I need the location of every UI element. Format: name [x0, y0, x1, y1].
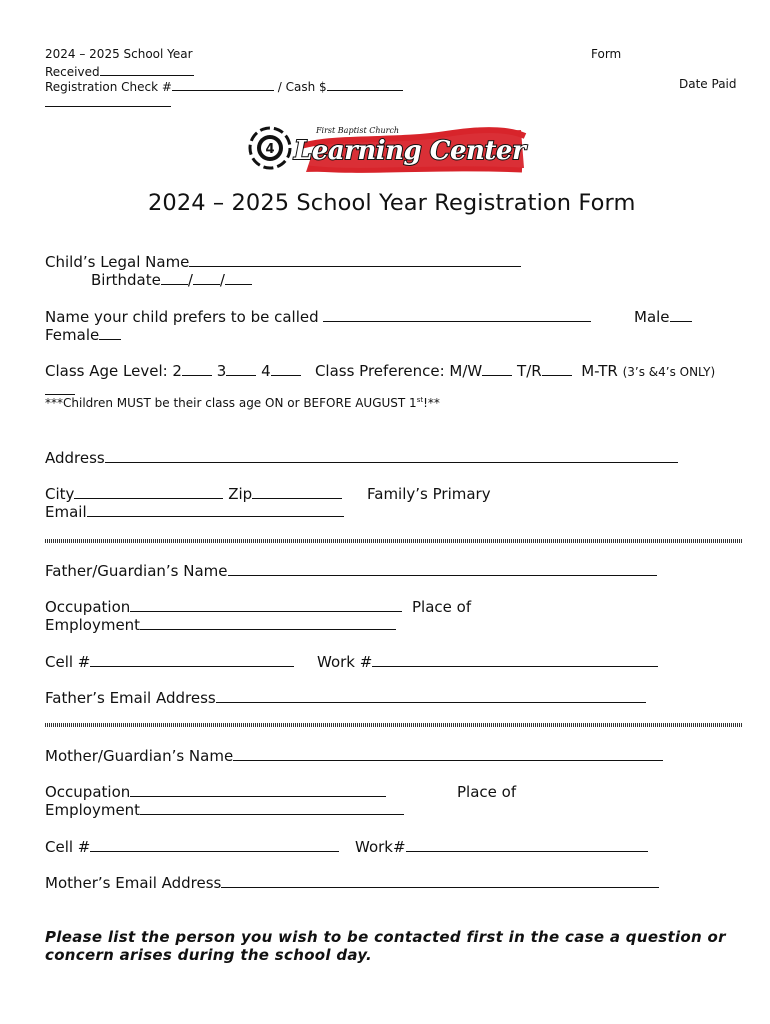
father-employment-label: Employment [45, 616, 141, 634]
family-email-field[interactable] [87, 503, 344, 517]
preferred-name-field[interactable] [323, 308, 591, 322]
check-label: Registration Check # [45, 80, 172, 94]
father-work-row [317, 653, 658, 671]
birthdate-month-field[interactable] [161, 271, 188, 285]
father-work-label: Work # [317, 653, 373, 671]
mother-work-label: Work# [355, 838, 406, 856]
mother-employment-row [45, 801, 404, 819]
office-form-label: Form [591, 47, 622, 61]
father-name-field[interactable] [228, 562, 657, 576]
office-school-year: 2024 – 2025 School Year [45, 47, 193, 61]
logo-church-name: First Baptist Church [316, 126, 400, 135]
age-3-label: 3 [216, 362, 227, 380]
contact-note-line2: concern arises during the school day. [45, 946, 373, 964]
class-pref-label: Class Preference: M/W [314, 362, 483, 380]
father-email-label: Father’s Email Address [45, 689, 216, 707]
mother-email-row [45, 874, 659, 892]
mother-occupation-field[interactable] [130, 783, 386, 797]
father-work-field[interactable] [372, 653, 658, 667]
age-4-field[interactable] [271, 362, 301, 376]
birthdate-label: Birthdate [91, 271, 161, 289]
father-place-of-label: Place of [412, 598, 472, 616]
birthdate-year-field[interactable] [225, 271, 252, 285]
mother-employment-field[interactable] [140, 801, 404, 815]
male-field[interactable] [670, 308, 692, 322]
child-legal-name-label: Child’s Legal Name [45, 253, 190, 271]
check-blank[interactable] [172, 77, 274, 91]
logo [246, 122, 528, 174]
age-2-field[interactable] [182, 362, 212, 376]
address-field[interactable] [105, 449, 678, 463]
date-paid-blank[interactable] [45, 93, 171, 107]
preferred-name-label: Name your child prefers to be called [45, 308, 319, 326]
child-legal-name-row [45, 253, 521, 271]
father-cell-row [45, 653, 294, 671]
pref-mtr-label: M-TR [581, 362, 618, 380]
page-title: 2024 – 2025 School Year Registration Form [148, 190, 636, 216]
mother-work-row [355, 838, 648, 856]
female-field[interactable] [99, 326, 121, 340]
birthdate-slash: / [187, 271, 193, 289]
logo-name: Learning Center [294, 136, 526, 166]
received-blank[interactable] [100, 62, 194, 76]
age-cutoff-note [45, 396, 440, 410]
father-occupation-field[interactable] [130, 598, 402, 612]
family-primary-label: Family’s Primary [367, 485, 491, 503]
city-field[interactable] [74, 485, 223, 499]
class-row [45, 362, 715, 381]
preferred-name-row [45, 308, 591, 326]
section-divider [45, 539, 743, 543]
father-email-field[interactable] [216, 689, 646, 703]
email-label: Email [45, 503, 87, 521]
date-paid-label: Date Paid [679, 77, 737, 91]
birthdate-slash: / [219, 271, 225, 289]
pref-mw-field[interactable] [482, 362, 512, 376]
mother-place-of-label: Place of [457, 783, 517, 801]
mother-cell-field[interactable] [90, 838, 339, 852]
age-note-end: !** [423, 396, 440, 410]
mother-email-field[interactable] [221, 874, 659, 888]
father-cell-label: Cell # [45, 653, 91, 671]
age-note-sup: st [416, 396, 424, 404]
email-row [45, 503, 344, 521]
mother-work-field[interactable] [406, 838, 648, 852]
father-occupation-row [45, 598, 402, 616]
mother-occupation-row [45, 783, 386, 801]
mother-email-label: Mother’s Email Address [45, 874, 222, 892]
child-legal-name-field[interactable] [189, 253, 521, 267]
address-label: Address [45, 449, 105, 467]
mother-name-label: Mother/Guardian’s Name [45, 747, 234, 765]
pref-note: (3’s &4’s ONLY) [622, 365, 716, 379]
cash-blank[interactable] [327, 77, 403, 91]
pref-tr-field[interactable] [542, 362, 572, 376]
city-row [45, 485, 342, 503]
received-label: Received [45, 65, 100, 79]
section-divider [45, 723, 743, 727]
father-email-row [45, 689, 646, 707]
zip-field[interactable] [252, 485, 342, 499]
mother-cell-row [45, 838, 339, 856]
female-label: Female [45, 326, 100, 344]
female-row [45, 326, 121, 344]
mother-name-field[interactable] [233, 747, 663, 761]
zip-label: Zip [228, 485, 253, 503]
father-name-label: Father/Guardian’s Name [45, 562, 228, 580]
pref-mtr-field[interactable] [45, 381, 75, 395]
male-label: Male [634, 308, 670, 326]
age-note-text: ***Children MUST be their class age ON or BEFORE AUGUST 1 [45, 396, 417, 410]
address-row [45, 449, 678, 467]
mother-employment-label: Employment [45, 801, 141, 819]
male-row [634, 308, 692, 326]
cash-label: / Cash $ [277, 80, 327, 94]
class-age-label: Class Age Level: 2 [45, 362, 182, 380]
father-occupation-label: Occupation [45, 598, 131, 616]
city-label: City [45, 485, 75, 503]
father-employment-row [45, 616, 396, 634]
mother-name-row [45, 747, 663, 765]
contact-note-line1: Please list the person you wish to be contacted first in the case a question or [45, 928, 726, 946]
father-cell-field[interactable] [90, 653, 294, 667]
age-3-field[interactable] [226, 362, 256, 376]
birthdate-row [91, 271, 252, 289]
pref-tr-label: T/R [517, 362, 542, 380]
mother-cell-label: Cell # [45, 838, 91, 856]
birthdate-day-field[interactable] [193, 271, 220, 285]
logo-badge-number: 4 [265, 142, 275, 157]
father-employment-field[interactable] [140, 616, 396, 630]
mother-occupation-label: Occupation [45, 783, 131, 801]
age-4-label: 4 [261, 362, 271, 380]
father-name-row [45, 562, 657, 580]
